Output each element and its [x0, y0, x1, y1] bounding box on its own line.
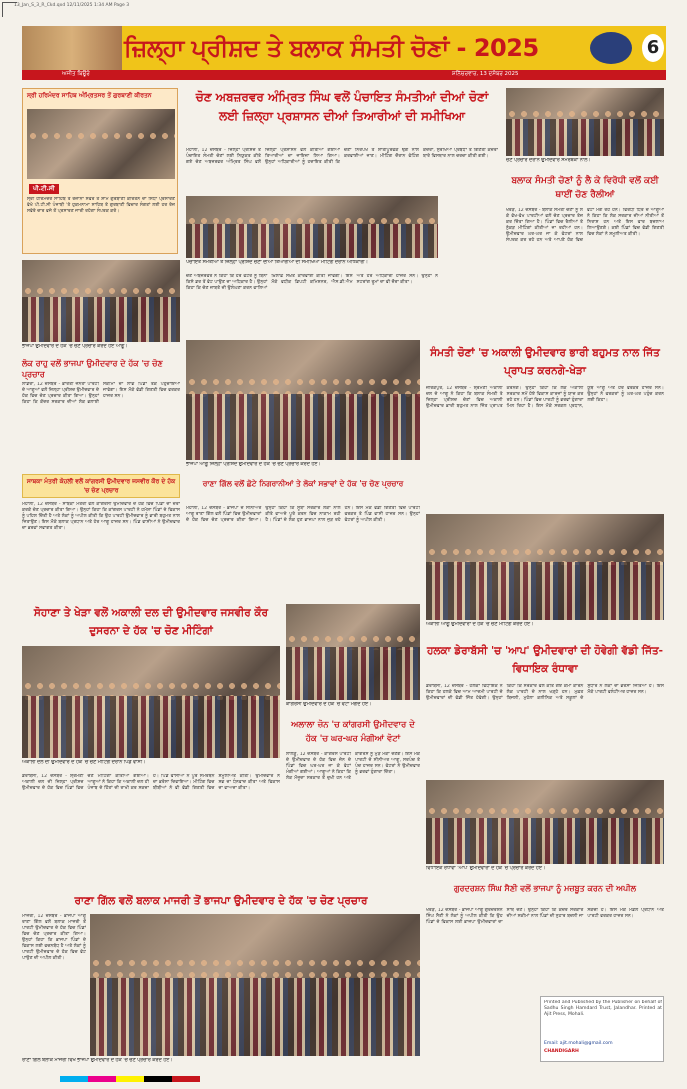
body-a11: ਖਰੜ, 12 ਦਸੰਬਰ - ਭਾਜਪਾ ਆਗੂ ਗੁਰਦਰਸ਼ਨ ਸਿੰਘ ਸੈਣੀ ਨੇ ਲੋਕਾਂ ਨੂੰ ਅਪੀਲ ਕੀਤੀ ਕਿ ਉਹ ਪਿੰਡਾਂ ਦੇ ਵਿਕਾਸ ਲਈ ਭਾਜਪਾ ਉਮੀਦਵਾਰਾਂ ਦਾ ਸਾਥ ਦੇਣ। ਉਨ੍ਹਾਂ ਕਿਹਾ ਕਿ ਕੇਂਦਰ ਸਰਕਾਰ ਦੀਆਂ ਸਕੀਮਾਂ ਨਾਲ ਪਿੰਡਾਂ ਦੀ ਨੁਹਾਰ ਬਦਲੀ ਜਾ ਸਕਦੀ ਹੈ। ਇਸ ਮੌਕੇ ਮੰਡਲ ਪ੍ਰਧਾਨ ਅਤੇ ਪਾਰਟੀ ਵਰਕਰ ਹਾਜ਼ਰ ਸਨ।: [426, 908, 664, 925]
ad-box: [22, 88, 178, 254]
caption-left-2: ਭਾਜਪਾ ਉਮੀਦਵਾਰ ਦੇ ਹੱਕ 'ਚ ਚੋਣ ਪ੍ਰਚਾਰ ਕਰਦੇ ਹੋਏ ਆਗੂ।: [22, 344, 128, 349]
box-a5: [22, 474, 180, 498]
headline-a2: ਬਲਾਕ ਸੰਮਤੀ ਚੋਣਾਂ ਨੂੰ ਲੈ ਕੇ ਵਿਰੋਧੀ ਵਲੋਂ ਕਈ ਥਾਈਂ ਚੋਣ ਰੈਲੀਆਂ: [511, 176, 659, 200]
ad-title: ਸ੍ਰੀ ਹਰਿਮੰਦਰ ਸਾਹਿਬ ਅੰਮ੍ਰਿਤਸਰ ਤੋਂ ਗੁਰਬਾਣੀ ਕੀਰਤਨ: [27, 92, 152, 99]
masthead-photo: [22, 26, 122, 70]
file-slug: 13_Jan_S_3_R_Ckd.qxd 12/11/2025 1:34 AM Page 3: [14, 3, 130, 8]
headline-a1: ਚੋਣ ਅਬਜ਼ਰਵਰ ਅੰਮ੍ਰਿਤ ਸਿੰਘ ਵਲੋਂ ਪੰਚਾਇਤ ਸੰਮਤੀਆਂ ਦੀਆਂ ਚੋਣਾਂ ਲਈ ਜ਼ਿਲ੍ਹਾ ਪ੍ਰਸ਼ਾਸਨ ਦੀਆਂ ਤਿਆਰੀਆਂ ਦੀ ਸਮੀਖਿਆ: [195, 90, 489, 123]
caption-a7: ਅਕਾਲੀ ਦਲ ਦੀ ਉਮੀਦਵਾਰ ਦੇ ਹੱਕ 'ਚ ਚੋਣ ਮੀਟਿੰਗ ਦੌਰਾਨ ਪਿੰਡ ਵਾਸੀ।: [22, 760, 146, 765]
body-a5: ਮੋਹਾਲੀ, 12 ਦਸੰਬਰ - ਸਾਬਕਾ ਮੰਤਰੀ ਵਲੋਂ ਕਾਂਗਰਸੀ ਉਮੀਦਵਾਰ ਦੇ ਹੱਕ ਵਿਚ ਪਿੰਡਾਂ ਦਾ ਦੌਰਾ ਕਰਕੇ ਚੋਣ ਪ੍ਰਚਾਰ ਕੀਤਾ ਗਿਆ। ਉਨ੍ਹਾਂ ਕਿਹਾ ਕਿ ਕਾਂਗਰਸ ਪਾਰਟੀ ਨੇ ਹਮੇਸ਼ਾ ਪਿੰਡਾਂ ਦੇ ਵਿਕਾਸ ਨੂੰ ਪਹਿਲ ਦਿੱਤੀ ਹੈ ਅਤੇ ਲੋਕਾਂ ਨੂੰ ਅਪੀਲ ਕੀਤੀ ਕਿ ਉਹ ਪਾਰਟੀ ਉਮੀਦਵਾਰ ਨੂੰ ਭਾਰੀ ਬਹੁਮਤ ਨਾਲ ਜਿਤਾਉਣ। ਇਸ ਮੌਕੇ ਬਲਾਕ ਪ੍ਰਧਾਨ ਅਤੇ ਹੋਰ ਆਗੂ ਹਾਜ਼ਰ ਸਨ। ਪਿੰਡ ਵਾਸੀਆਂ ਨੇ ਉਮੀਦਵਾਰ ਦਾ ਭਰਵਾਂ ਸਵਾਗਤ ਕੀਤਾ।: [22, 502, 180, 531]
body-a1-cont: ਚੋਣ ਅਬਜ਼ਰਵਰ ਨੇ ਕਿਹਾ ਕਿ ਹਰ ਵੋਟਰ ਨੂੰ ਬਿਨਾਂ ਕਿਸੇ ਡਰ ਤੋਂ ਵੋਟ ਪਾਉਣ ਦਾ ਅਧਿਕਾਰ ਹੈ। ਉਨ੍ਹਾਂ ਕਿਹਾ ਕਿ ਚੋਣ ਜ਼ਾਬਤੇ ਦੀ ਉਲੰਘਣਾ ਕਰਨ ਵਾਲਿਆਂ ਖ਼ਿਲਾਫ਼ ਸਖ਼ਤ ਕਾਰਵਾਈ ਕੀਤੀ ਜਾਵੇਗੀ। ਇਸ ਮੌਕੇ ਵਧੀਕ ਡਿਪਟੀ ਕਮਿਸ਼ਨਰ, ਐਸ.ਡੀ.ਐਮ ਅਤੇ ਹੋਰ ਅਧਿਕਾਰੀ ਹਾਜ਼ਰ ਸਨ। ਉਨ੍ਹਾਂ ਨੇ ਸਟਰਾਂਗ ਰੂਮਾਂ ਦਾ ਵੀ ਦੌਰਾ ਕੀਤਾ।: [186, 274, 438, 291]
imprint-email: Email: ajit.mohali@gmail.com: [544, 1041, 613, 1046]
page-number: 6: [642, 34, 664, 62]
headline-a11: ਗੁਰਦਰਸ਼ਨ ਸਿੰਘ ਸੈਣੀ ਵਲੋਂ ਭਾਜਪਾ ਨੂੰ ਮਜ਼ਬੂਤ ਕਰਨ ਦੀ ਅਪੀਲ: [453, 884, 637, 893]
photo-a8: [426, 780, 664, 864]
headline-a7: ਸੋਹਾਣਾ ਤੇ ਖੇੜਾ ਵਲੋਂ ਅਕਾਲੀ ਦਲ ਦੀ ਉਮੀਦਵਾਰ ਜਸਵੀਰ ਕੌਰ ਦੁਸਰਨਾ ਦੇ ਹੱਕ 'ਚ ਚੋਣ ਮੀਟਿੰਗਾਂ: [33, 607, 269, 637]
headline-a9: ਅਲਾਲਾ ਜ਼ੋਨ 'ਚ ਕਾਂਗਰਸੀ ਉਮੀਦਵਾਰ ਦੇ ਹੱਕ 'ਚ ਘਰ-ਘਰ ਮੰਗੀਆਂ ਵੋਟਾਂ: [291, 720, 415, 744]
body-a7: ਡੇਰਾਬੱਸੀ, 12 ਦਸੰਬਰ - ਸ਼੍ਰੋਮਣੀ ਅਕਾਲੀ ਦਲ ਦੀ ਜ਼ਿਲ੍ਹਾ ਪ੍ਰੀਸ਼ਦ ਉਮੀਦਵਾਰ ਦੇ ਹੱਕ ਵਿਚ ਪਿੰਡਾਂ ਵਿਚ ਚੋਣ ਮੀਟਿੰਗਾਂ ਕੀਤੀਆਂ ਗਈਆਂ। ਆਗੂਆਂ ਨੇ ਕਿਹਾ ਕਿ ਅਕਾਲੀ ਦਲ ਹੀ ਪੰਜਾਬ ਦੇ ਹਿੱਤਾਂ ਦੀ ਰਾਖੀ ਕਰ ਸਕਦਾ ਹੈ। ਪਿੰਡ ਵਾਸੀਆਂ ਨੇ ਪੂਰੇ ਸਮਰਥਨ ਦਾ ਭਰੋਸਾ ਦਿਵਾਇਆ। ਮੀਟਿੰਗ ਵਿਚ ਬੀਬੀਆਂ ਨੇ ਵੀ ਵੱਡੀ ਗਿਣਤੀ ਵਿਚ ਸ਼ਮੂਲੀਅਤ ਕੀਤੀ। ਉਮੀਦਵਾਰ ਨੇ ਸਭ ਦਾ ਧੰਨਵਾਦ ਕੀਤਾ ਅਤੇ ਵਿਕਾਸ ਦਾ ਵਾਅਦਾ ਕੀਤਾ।: [22, 774, 280, 791]
body-a8: ਡੇਰਾਬੱਸੀ, 12 ਦਸੰਬਰ - ਹਲਕਾ ਵਿਧਾਇਕ ਨੇ ਕਿਹਾ ਕਿ ਹਲਕੇ ਵਿਚ ਆਮ ਆਦਮੀ ਪਾਰਟੀ ਦੇ ਉਮੀਦਵਾਰਾਂ ਦੀ ਵੱਡੀ ਜਿੱਤ ਹੋਵੇਗੀ। ਉਨ੍ਹਾਂ ਕਿਹਾ ਕਿ ਸਰਕਾਰ ਵਲੋਂ ਕੀਤੇ ਗਏ ਕੰਮਾਂ ਕਾਰਨ ਲੋਕ ਪਾਰਟੀ ਦੇ ਨਾਲ ਖੜ੍ਹੇ ਹਨ। ਮੁਫ਼ਤ ਬਿਜਲੀ, ਮੁਹੱਲਾ ਕਲੀਨਿਕ ਅਤੇ ਸਕੂਲਾਂ ਦੇ ਸੁਧਾਰ ਨੇ ਲੋਕਾਂ ਦਾ ਭਰੋਸਾ ਜਿੱਤਿਆ ਹੈ। ਇਸ ਮੌਕੇ ਪਾਰਟੀ ਵਲੰਟੀਅਰ ਹਾਜ਼ਰ ਸਨ।: [426, 684, 664, 701]
ad-label: ਪੀ.ਟੀ.ਸੀ: [29, 184, 59, 194]
photo-a6: [186, 340, 420, 460]
photo-a10: [90, 914, 420, 1056]
masthead-title: ਜ਼ਿਲ੍ਹਾ ਪ੍ਰੀਸ਼ਦ ਤੇ ਬਲਾਕ ਸੰਮਤੀ ਚੋਣਾਂ - 2025: [124, 34, 539, 62]
headline-a4: ਸੰਮਤੀ ਚੋਣਾਂ 'ਚ ਅਕਾਲੀ ਉਮੀਦਵਾਰ ਭਾਰੀ ਬਹੁਮਤ ਨਾਲ ਜਿੱਤ ਪ੍ਰਾਪਤ ਕਰਨਗੇ-ਖੇੜਾ: [430, 347, 660, 377]
caption-a9: ਕਾਂਗਰਸੀ ਉਮੀਦਵਾਰ ਦੇ ਹੱਕ 'ਚ ਵੋਟਾਂ ਮੰਗਦੇ ਹੋਏ।: [286, 702, 372, 707]
caption-a8: ਵਿਧਾਇਕ ਰੰਧਾਵਾ 'ਆਪ' ਉਮੀਦਵਾਰਾਂ ਦੇ ਹੱਕ 'ਚ ਪ੍ਰਚਾਰ ਕਰਦੇ ਹੋਏ।: [426, 866, 546, 871]
masthead-date: ਸ਼ਨਿੱਚਰਵਾਰ, 13 ਦਸੰਬਰ 2025: [452, 71, 519, 77]
ballot-icon: [590, 32, 632, 64]
caption-a6: ਭਾਜਪਾ ਆਗੂ ਜ਼ਿਲ੍ਹਾ ਪ੍ਰੀਸ਼ਦ ਉਮੀਦਵਾਰ ਦੇ ਹੱਕ 'ਚ ਚੋਣ ਪ੍ਰਚਾਰ ਕਰਦੇ ਹੋਏ।: [186, 462, 321, 467]
masthead-strip: [22, 70, 666, 80]
body-a1: ਮੋਹਾਲੀ, 12 ਦਸੰਬਰ - ਜ਼ਿਲ੍ਹਾ ਪ੍ਰੀਸ਼ਦ ਤੇ ਪੰਚਾਇਤ ਸੰਮਤੀ ਚੋਣਾਂ ਲਈ ਨਿਯੁਕਤ ਕੀਤੇ ਗਏ ਚੋਣ ਅਬਜ਼ਰਵਰ ਅੰਮ੍ਰਿਤ ਸਿੰਘ ਵਲੋਂ ਜ਼ਿਲ੍ਹਾ ਪ੍ਰਸ਼ਾਸਨ ਵਲੋਂ ਕੀਤੀਆਂ ਗਈਆਂ ਤਿਆਰੀਆਂ ਦਾ ਜਾਇਜ਼ਾ ਲਿਆ ਗਿਆ। ਉਨ੍ਹਾਂ ਅਧਿਕਾਰੀਆਂ ਨੂੰ ਹਦਾਇਤ ਕੀਤੀ ਕਿ ਚੋਣਾਂ ਨਿਰਪੱਖ ਤੇ ਸ਼ਾਂਤੀਪੂਰਵਕ ਢੰਗ ਨਾਲ ਕਰਵਾਈਆਂ ਜਾਣ। ਮੀਟਿੰਗ ਦੌਰਾਨ ਵੋਟਿੰਗ ਕੇਂਦਰਾਂ, ਸੁਰੱਖਿਆ ਪ੍ਰਬੰਧਾਂ ਤੇ ਗਿਣਤੀ ਕੇਂਦਰਾਂ ਬਾਰੇ ਵਿਸਥਾਰ ਨਾਲ ਚਰਚਾ ਕੀਤੀ ਗਈ।: [186, 148, 498, 165]
imprint-city: CHANDIGARH: [544, 1049, 579, 1054]
caption-a1: ਪੰਚਾਇਤ ਸੰਮਤੀਆਂ ਤੇ ਜ਼ਿਲ੍ਹਾ ਪ੍ਰੀਸ਼ਦ ਚੋਣਾਂ ਦੀਆਂ ਤਿਆਰੀਆਂ ਦੀ ਸਮੀਖਿਆ ਮੀਟਿੰਗ ਦੌਰਾਨ ਅਧਿਕਾਰੀ।: [186, 260, 368, 265]
headline-a6: ਰਾਣਾ ਗਿੱਲ ਵਲੋਂ ਛੋਟੇ ਨਿਗਰਾਨੀਆਂ ਤੇ ਲੋਕਾਂ ਸਭਾਵਾਂ ਦੇ ਹੱਕ 'ਚ ਚੋਣ ਪ੍ਰਚਾਰ: [202, 479, 404, 488]
photo-a1: [186, 196, 438, 258]
body-a3: ਲਾਂਡਰਾਂ, 12 ਦਸੰਬਰ - ਭਾਰਤੀ ਜਨਤਾ ਪਾਰਟੀ ਦੇ ਆਗੂਆਂ ਵਲੋਂ ਜ਼ਿਲ੍ਹਾ ਪ੍ਰੀਸ਼ਦ ਉਮੀਦਵਾਰ ਦੇ ਹੱਕ ਵਿਚ ਚੋਣ ਪ੍ਰਚਾਰ ਕੀਤਾ ਗਿਆ। ਉਨ੍ਹਾਂ ਕਿਹਾ ਕਿ ਕੇਂਦਰ ਸਰਕਾਰ ਦੀਆਂ ਲੋਕ ਭਲਾਈ ਸਕੀਮਾਂ ਦਾ ਲਾਭ ਪਿੰਡਾਂ ਤੱਕ ਪਹੁੰਚਾਇਆ ਜਾਵੇਗਾ। ਇਸ ਮੌਕੇ ਵੱਡੀ ਗਿਣਤੀ ਵਿਚ ਵਰਕਰ ਹਾਜ਼ਰ ਸਨ।: [22, 382, 180, 405]
body-a2: ਖਰੜ, 12 ਦਸੰਬਰ - ਬਲਾਕ ਸੰਮਤੀ ਚੋਣਾਂ ਨੂੰ ਲੈ ਕੇ ਵੱਖ-ਵੱਖ ਪਾਰਟੀਆਂ ਵਲੋਂ ਚੋਣ ਪ੍ਰਚਾਰ ਤੇਜ਼ ਕਰ ਦਿੱਤਾ ਗਿਆ ਹੈ। ਪਿੰਡਾਂ ਵਿਚ ਰੈਲੀਆਂ ਤੇ ਨੁੱਕੜ ਮੀਟਿੰਗਾਂ ਕੀਤੀਆਂ ਜਾ ਰਹੀਆਂ ਹਨ। ਉਮੀਦਵਾਰ ਘਰ-ਘਰ ਜਾ ਕੇ ਵੋਟਰਾਂ ਨਾਲ ਸੰਪਰਕ ਕਰ ਰਹੇ ਹਨ ਅਤੇ ਆਪਣੇ ਹੱਕ ਵਿਚ ਵੋਟਾਂ ਮੰਗ ਰਹੇ ਹਨ। ਵਿਰੋਧੀ ਧਿਰ ਦੇ ਆਗੂਆਂ ਨੇ ਕਿਹਾ ਕਿ ਲੋਕ ਸਰਕਾਰ ਦੀਆਂ ਨੀਤੀਆਂ ਤੋਂ ਨਿਰਾਸ਼ ਹਨ ਅਤੇ ਇਸ ਵਾਰ ਬਦਲਾਅ ਲਿਆਉਣਗੇ। ਕਈ ਪਿੰਡਾਂ ਵਿਚ ਵੱਡੀ ਗਿਣਤੀ ਵਿਚ ਲੋਕਾਂ ਨੇ ਸ਼ਮੂਲੀਅਤ ਕੀਤੀ।: [506, 208, 664, 243]
body-a4: ਜ਼ੀਰਕਪੁਰ, 12 ਦਸੰਬਰ - ਸ਼੍ਰੋਮਣੀ ਅਕਾਲੀ ਦਲ ਦੇ ਆਗੂ ਨੇ ਕਿਹਾ ਕਿ ਬਲਾਕ ਸੰਮਤੀ ਤੇ ਜ਼ਿਲ੍ਹਾ ਪ੍ਰੀਸ਼ਦ ਚੋਣਾਂ ਵਿਚ ਅਕਾਲੀ ਉਮੀਦਵਾਰ ਭਾਰੀ ਬਹੁਮਤ ਨਾਲ ਜਿੱਤ ਪ੍ਰਾਪਤ ਕਰਨਗੇ। ਉਨ੍ਹਾਂ ਕਿਹਾ ਕਿ ਲੋਕ ਅਕਾਲੀ ਸਰਕਾਰ ਸਮੇਂ ਹੋਏ ਵਿਕਾਸ ਕਾਰਜਾਂ ਨੂੰ ਯਾਦ ਕਰ ਰਹੇ ਹਨ। ਪਿੰਡਾਂ ਵਿਚ ਪਾਰਟੀ ਨੂੰ ਭਰਵਾਂ ਹੁੰਗਾਰਾ ਮਿਲ ਰਿਹਾ ਹੈ। ਇਸ ਮੌਕੇ ਸਰਕਲ ਪ੍ਰਧਾਨ, ਯੂਥ ਆਗੂ ਅਤੇ ਹੋਰ ਵਰਕਰ ਹਾਜ਼ਰ ਸਨ। ਉਨ੍ਹਾਂ ਨੇ ਵਰਕਰਾਂ ਨੂੰ ਘਰ-ਘਰ ਪਹੁੰਚ ਕਰਨ ਲਈ ਕਿਹਾ।: [426, 386, 664, 409]
photo-a4: [426, 514, 664, 620]
photo-left-2: [22, 260, 180, 342]
masthead: [22, 26, 666, 70]
headline-a5: ਸਾਬਕਾ ਮੰਤਰੀ ਕੋਹਲੀ ਵਲੋਂ ਕਾਂਗਰਸੀ ਉਮੀਦਵਾਰ ਜਸਵੀਰ ਕੌਰ ਦੇ ਹੱਕ 'ਚ ਚੋਣ ਪ੍ਰਚਾਰ: [26, 478, 176, 494]
photo-top-right: [506, 88, 664, 156]
headline-a3: ਲੋਕ ਰਾਹੁ ਵਲੋਂ ਭਾਜਪਾ ਉਮੀਦਵਾਰ ਦੇ ਹੱਕ 'ਚ ਚੋਣ ਪ੍ਰਚਾਰ: [22, 359, 163, 379]
color-bar: [60, 1076, 200, 1082]
masthead-tag: ਅਜੀਤ ਬਿਊਰੋ: [62, 71, 90, 77]
headline-a10: ਰਾਣਾ ਗਿੱਲ ਵਲੋਂ ਬਲਾਕ ਮਾਜਰੀ ਤੋਂ ਭਾਜਪਾ ਉਮੀਦਵਾਰ ਦੇ ਹੱਕ 'ਚ ਚੋਣ ਪ੍ਰਚਾਰ: [74, 895, 368, 907]
headline-a8: ਹਲਕਾ ਡੇਰਾਬੱਸੀ 'ਚ 'ਆਪ' ਉਮੀਦਵਾਰਾਂ ਦੀ ਹੋਵੇਗੀ ਵੱਡੀ ਜਿੱਤ-ਵਿਧਾਇਕ ਰੰਧਾਵਾ: [426, 645, 664, 675]
body-a9: ਲਾਲੜੂ, 12 ਦਸੰਬਰ - ਕਾਂਗਰਸ ਪਾਰਟੀ ਦੇ ਉਮੀਦਵਾਰ ਦੇ ਹੱਕ ਵਿਚ ਜ਼ੋਨ ਦੇ ਪਿੰਡਾਂ ਵਿਚ ਘਰ-ਘਰ ਜਾ ਕੇ ਵੋਟਾਂ ਮੰਗੀਆਂ ਗਈਆਂ। ਆਗੂਆਂ ਨੇ ਕਿਹਾ ਕਿ ਲੋਕ ਮੌਜੂਦਾ ਸਰਕਾਰ ਤੋਂ ਦੁਖੀ ਹਨ ਅਤੇ ਕਾਂਗਰਸ ਨੂੰ ਮੁੜ ਮੌਕਾ ਦੇਣਗੇ। ਇਸ ਮੌਕੇ ਪਾਰਟੀ ਦੇ ਸੀਨੀਅਰ ਆਗੂ, ਸਰਪੰਚ ਤੇ ਪੰਚ ਹਾਜ਼ਰ ਸਨ। ਵੋਟਰਾਂ ਨੇ ਉਮੀਦਵਾਰ ਨੂੰ ਭਰਵਾਂ ਹੁੰਗਾਰਾ ਦਿੱਤਾ।: [286, 752, 420, 781]
imprint-box: [540, 996, 664, 1062]
caption-a10: ਰਾਣਾ ਗਿੱਲ ਬਲਾਕ ਮਾਜਰੀ ਵਿਖੇ ਭਾਜਪਾ ਉਮੀਦਵਾਰ ਦੇ ਹੱਕ 'ਚ ਚੋਣ ਪ੍ਰਚਾਰ ਕਰਦੇ ਹੋਏ।: [22, 1058, 173, 1063]
ad-body: ਸ੍ਰੀ ਹਰਿਮੰਦਰ ਸਾਹਿਬ ਤੋਂ ਰੋਜ਼ਾਨਾ ਸਵੇਰੇ ਤੇ ਸ਼ਾਮ ਗੁਰਬਾਣੀ ਕੀਰਤਨ ਦਾ ਸਿੱਧਾ ਪ੍ਰਸਾਰਣ ਵੇਖੋ ਪੀ.ਟੀ.ਸੀ ਪੰਜਾਬੀ 'ਤੇ ਹੁਕਮਨਾਮਾ ਸਾਹਿਬ ਤੇ ਗੁਰਬਾਣੀ ਵਿਚਾਰ ਸੰਗਤਾਂ ਲਈ ਹਰ ਰੋਜ਼ ਸਵੇਰੇ ਚਾਰ ਵਜੇ ਤੋਂ ਪ੍ਰਸਾਰਣ ਜਾਰੀ ਰਹੇਗਾ ਸੰਪਰਕ ਕਰੋ।: [27, 197, 175, 214]
ad-photo: [27, 109, 175, 179]
caption-top-right: ਚੋਣ ਪ੍ਰਚਾਰ ਦੌਰਾਨ ਉਮੀਦਵਾਰ ਸਮਰਥਕਾਂ ਨਾਲ।: [506, 158, 591, 163]
photo-a7: [22, 646, 280, 758]
caption-a4: ਅਕਾਲੀ ਆਗੂ ਉਮੀਦਵਾਰਾਂ ਦੇ ਹੱਕ 'ਚ ਚੋਣ ਮੀਟਿੰਗ ਕਰਦੇ ਹੋਏ।: [426, 622, 534, 627]
photo-a9: [286, 604, 420, 700]
imprint-text: Printed and Published by the Publisher on behalf of Sadhu Singh Hamdard Trust, Jalandhar. Printed at Ajit Press, Mohali.: [544, 1000, 662, 1017]
body-a6: ਮੋਹਾਲੀ, 12 ਦਸੰਬਰ - ਭਾਜਪਾ ਦੇ ਸੀਨੀਅਰ ਆਗੂ ਰਾਣਾ ਗਿੱਲ ਵਲੋਂ ਪਿੰਡਾਂ ਵਿਚ ਉਮੀਦਵਾਰਾਂ ਦੇ ਹੱਕ ਵਿਚ ਚੋਣ ਪ੍ਰਚਾਰ ਕੀਤਾ ਗਿਆ। ਉਨ੍ਹਾਂ ਕਿਹਾ ਕਿ ਸੂਬਾ ਸਰਕਾਰ ਲੋਕਾਂ ਨਾਲ ਕੀਤੇ ਵਾਅਦੇ ਪੂਰੇ ਕਰਨ ਵਿਚ ਨਾਕਾਮ ਰਹੀ ਹੈ। ਪਿੰਡਾਂ ਦੇ ਲੋਕ ਹੁਣ ਭਾਜਪਾ ਨਾਲ ਜੁੜ ਰਹੇ ਹਨ। ਇਸ ਮੌਕੇ ਵੱਡੀ ਗਿਣਤੀ ਵਿਚ ਪਾਰਟੀ ਵਰਕਰ ਤੇ ਪਿੰਡ ਵਾਸੀ ਹਾਜ਼ਰ ਸਨ। ਉਨ੍ਹਾਂ ਵੋਟਰਾਂ ਨੂੰ ਅਪੀਲ ਕੀਤੀ।: [186, 506, 420, 523]
body-a10: ਮਾਜਰੀ, 12 ਦਸੰਬਰ - ਭਾਜਪਾ ਆਗੂ ਰਾਣਾ ਗਿੱਲ ਵਲੋਂ ਬਲਾਕ ਮਾਜਰੀ ਤੋਂ ਪਾਰਟੀ ਉਮੀਦਵਾਰ ਦੇ ਹੱਕ ਵਿਚ ਪਿੰਡਾਂ ਵਿਚ ਚੋਣ ਪ੍ਰਚਾਰ ਕੀਤਾ ਗਿਆ। ਉਨ੍ਹਾਂ ਕਿਹਾ ਕਿ ਭਾਜਪਾ ਪਿੰਡਾਂ ਦੇ ਵਿਕਾਸ ਲਈ ਵਚਨਬੱਧ ਹੈ ਅਤੇ ਲੋਕਾਂ ਨੂੰ ਪਾਰਟੀ ਉਮੀਦਵਾਰ ਦੇ ਹੱਕ ਵਿਚ ਵੋਟ ਪਾਉਣ ਦੀ ਅਪੀਲ ਕੀਤੀ।: [22, 914, 86, 961]
